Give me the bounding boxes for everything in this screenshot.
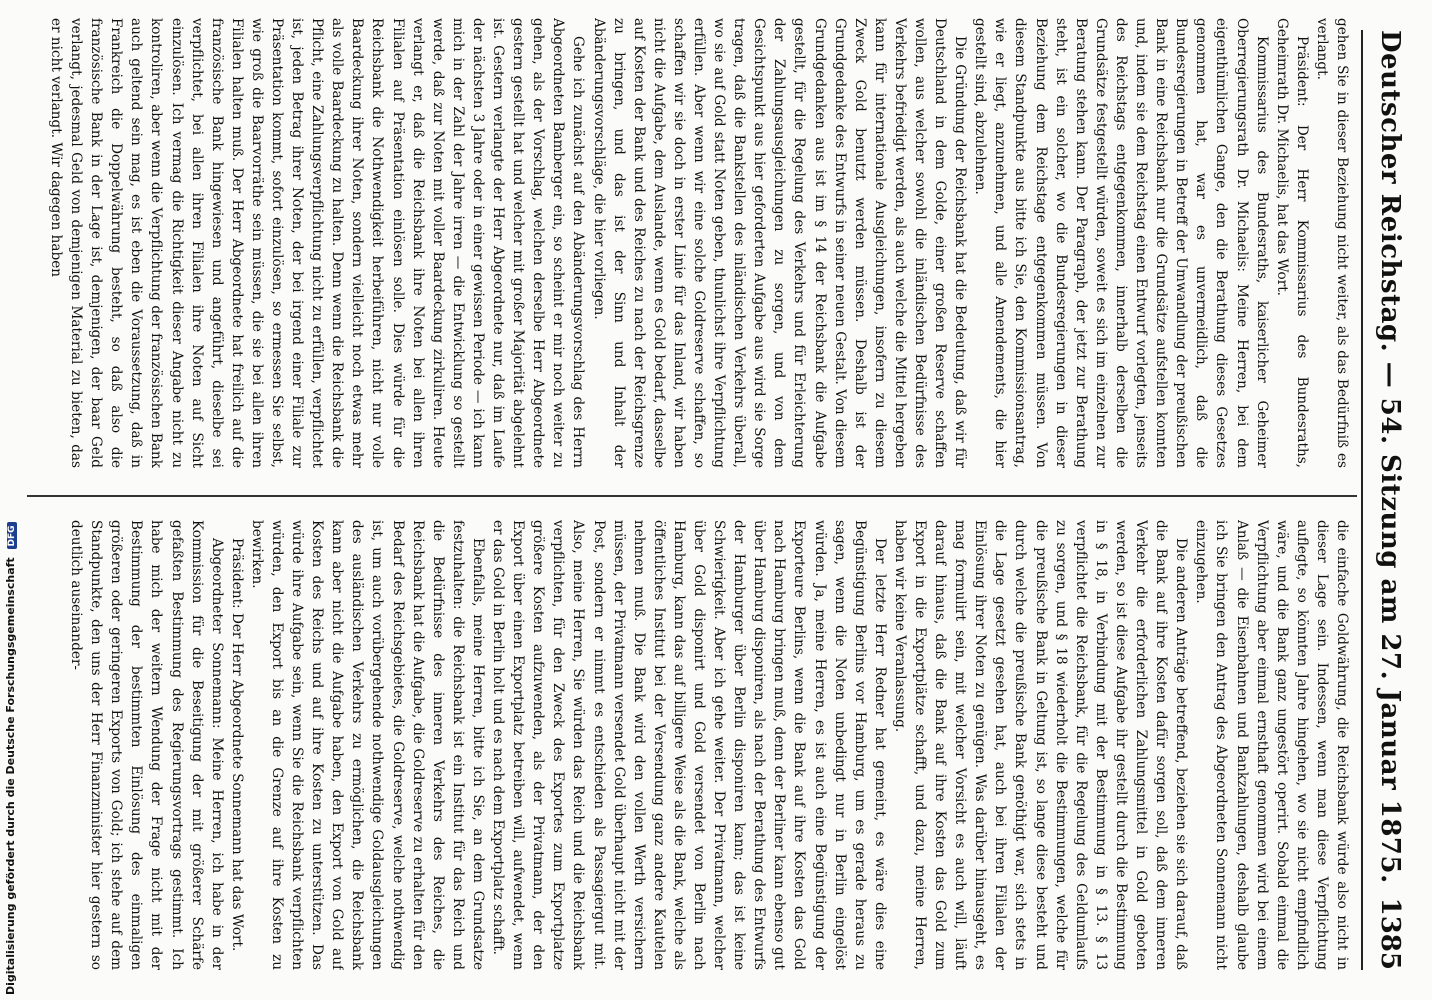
dfg-logo: DFG <box>7 522 17 549</box>
paragraph: Präsident: Der Herr Kommissarius des Bundesraths, Geheimrath Dr. Michaelis, hat das Wort. <box>1273 18 1310 468</box>
running-title: Deutscher Reichstag. — 54. Sitzung am 27. Januar 1875. <box>1375 30 1405 884</box>
right-column <box>32 520 1352 970</box>
column-divider <box>27 495 1357 497</box>
paragraph: Die Gründung der Reichsbank hat die Bedeutung, daß wir für Deutschland in dem Golde, einer großen Reserve schaffen wollen, aus welcher sowohl die inländischen Bedürfnisse des Verkehrs befriedigt werden, als auch welche die Mittel hergeben kann für internationale Ausgleichungen, insofern zu diesem Zweck Gold benutzt werden müssen. Deshalb ist der Grundgedanke des Entwurfs in seiner neuen Gestalt. Von diesem Grundgedanken aus ist im § 14 der Reichsbank die Aufgabe gestellt, für die Regelung des Verkehrs und für Erleichterung der Zahlungsausgleichungen zu sorgen, und von dem Gesichtspunkt aus hier geforderten Aufgabe aus wird sie Sorge tragen, daß die Bankstellen des inländischen Verkehrs überall, wo sie auf Gold statt Noten geben, thunlichst ihre Verpflichtung erfüllen. Aber wenn wir eine solche Goldreserve schaffen, so schaffen wir sie doch in erster Linie für das Inland, wir haben nicht die Aufgabe, dem Auslande, wenn es Gold bedarf, dasselbe auf Kosten der Bank und des Reiches zu nach der Reichsgrenze zu bringen, und das ist der Sinn und Inhalt der Abänderungsvorschläge, die hier vorliegen. <box>590 18 969 468</box>
paragraph: Die anderen Anträge betreffend, beziehen sie sich darauf, daß die Bank auf ihre Kosten dafür sorgen soll, daß dem inneren Verkehr die erforderlichen Zahlungsmittel in Gold geboten werden, so ist diese Aufgabe ihr gestellt durch die Bestimmung in § 18, in Verbindung mit der Bestimmung in § 13. § 13 verpflichtet die Reichsbank, für die Regelung des Geldumlaufs zu sorgen, und § 18 wiederholt die Bestimmungen, welche für die preußische Bank in Geltung ist, so lange diese besteht und durch welche die preußische Bank genöthigt war, sich stets in die Lage gesetzt gesehen hat, auch bei ihren Filialen der Einlösung ihrer Noten zu genügen. Was darüber hinausgeht, es mag formulirt sein, mit welcher Vorsicht es auch will, läuft darauf hinaus, daß die Bank auf ihre Kosten das Gold zum Export in die Exportplätze schafft, und dazu, meine Herren, haben wir keine Veranlassung. <box>891 520 1190 970</box>
paragraph: Kommissarius des Bundesraths, kaiserlicher Geheimer Oberregierungsrath Dr. Michaelis: Meine Herren, bei dem eigenthümlichen Gange, den die Berathung dieses Gesetzes genommen hat, war es unvermeidlich, daß die Bundesregierungen in Betreff der Umwandlung der preußischen Bank in eine Reichsbank nur die Grundsätze aufstellen konnten und, indem sie dem Reichstag einen Entwurf vorlegten, jenseits des Reichstags entgegenkommen, innerhalb derselben die Grundsätze festgestellt würden, soweit es sich im einzelnen zur Beratung stehen kann. Der Paragraph, der jetzt zur Berathung steht, ist ein solcher, wo die Bundesregierungen in dieser Beziehung dem Reichstage entgegenkommen müssen. Von diesem Standpunkte aus bitte ich Sie, den Kommissionsantrag, wie er liegt, anzunehmen, und alle Amendements, die hier gestellt sind, abzulehnen. <box>972 18 1270 468</box>
paragraph: Präsident: Der Herr Abgeordnete Sonnemann hat das Wort. <box>228 538 245 952</box>
digitization-text: Digitalisierung gefördert durch die Deutsche Forschungsgemeinschaft <box>4 557 17 995</box>
paragraph: Der letzte Herr Redner hat gemeint, es wäre dies eine Begünstigung Berlins vor Hamburg, um es gerade heraus zu sagen, wenn die Noten unbedingt nur in Berlin eingelöst würden. Ja, meine Herren, es ist auch eine Begünstigung der Exporteure Berlins, wenn die Bank auf ihre Kosten das Gold nach Hamburg bringen muß, denn der Berliner kann ebenso gut über Hamburg disponiren, als nach der Berathung des Entwurfs der Hamburger über Berlin disponiren kann; das ist keine Schwierigkeit. Aber ich gehe weiter. Der Privatmann, welcher über Gold disponirt und Gold versendet von Berlin nach Hamburg, kann das auf billigere Weise als die Bank, welche als öffentliches Institut bei der Versendung ganz andere Kautelen nehmen muß. Die Bank wird den vollen Werth versichern müssen, der Privatmann versendet Gold überhaupt nicht mit der Post, sondern er nimmt es entschieden als Passagiergut mit. Also, meine Herren, Sie würden das Reich und die Reichsbank verpflichten, für den Zweck des Exportes zum Exportplatze größere Kosten aufzuwenden, als der Privatmann, der den Export über einen Exportplatz betreiben will, aufwendet, wenn er das Gold in Berlin holt und es nach dem Exportplatz schafft. <box>490 520 888 970</box>
paragraph: Abgeordneter Sonnemann: Meine Herren, ich habe in der Kommission für die Beseitigung der mit größerer Schärfe gefaßten Bestimmung des Regierungsvortrags gestimmt. Ich habe mich der weitern Wendung der Frage nicht mit der Bestimmung der bestimmten Einlösung des einmaligen größeren oder geringeren Exports von Gold; ich stehe auf dem Standpunkte, den uns der Herr Finanzminister hier gestern so deutlich auseinander- <box>68 520 225 970</box>
paragraph: die einfache Goldwährung, die Reichsbank würde also nicht in dieser Lage sein. Indessen, wenn man diese Verpflichtung auflegte, so könnten Jahre hingehen, wo sie nicht empfindlich wäre, und die Bank ganz ungestört operirt. Sobald einmal die Verpflichtung aber einmal ernsthaft genommen wird bei einem Anlaß — die Eisenbahnen und Bankzahlungen, deshalb glaube ich Sie bringen den Antrag des Abgeordneten Sonnemann nicht einzugehen. <box>1193 520 1350 970</box>
header-rule <box>1361 30 1363 970</box>
page-number: 1385 <box>1375 897 1405 970</box>
paragraph: Gehe ich zunächst auf den Abänderungsvorschlag des Herrn Abgeordneten Bamberger ein, so scheint er mir noch weiter zu gehen, als der Vorschlag, welchen derselbe Herr Abgeordnete gestern gestellt hat und welcher mit großer Majorität abgelehnt ist. Gestern verlangte der Herr Abgeordnete nur, daß im Laufe der nächsten 3 Jahre oder in einer gewissen Periode — ich kann mich in der Zahl der Jahre irren — die Entwicklung so gestellt werde, daß zur Noten mit voller Baardeckung zirkuliren. Heute verlangt er, daß die Reichsbank ihre Noten bei allen ihren Filialen auf Präsentation einlösen solle. Dies würde für die Reichsbank die Nothwendigkeit herbeiführen, nicht nur volle Baardeckung ihrer Noten, sondern vielleicht noch etwas mehr als volle Baardeckung zu halten. Denn wenn die Reichsbank die Pflicht, eine Zahlungsverpflichtung nicht zu erfüllen, verpflichtet ist, jeden Betrag ihrer Noten, der bei irgend einer Filiale zur Präsentation kommt, sofort einzulösen, so ermessen Sie selbst, wie groß die Baarvorräthe sein müssen, die sie bei allen ihren Filialen halten muß. Der Herr Abgeordnete hat freilich auf die französische Bank hingewiesen und angeführt, dieselbe sei verpflichtet, bei allen ihren Filialen ihre Noten auf Sicht einzulösen. Ich vermag die Richtigkeit dieser Angabe nicht zu kontroliren, aber wenn die Verpflichtung der französischen Bank auch geltend sein mag, es ist eben die Voraussetzung, daß in Frankreich die Doppelwährung besteht, so daß also die französische Bank in der Lage ist, demjenigen, der baar Geld verlangt, jedesmal Geld von demjenigen Material zu bieten, das er nicht verlangt. Wir dagegen haben <box>48 18 587 468</box>
left-column <box>37 18 1352 468</box>
page-header <box>1361 30 1405 970</box>
paragraph: gehen Sie in dieser Beziehung nicht weiter, als das Bedürfniß es verlangt. <box>1313 18 1350 468</box>
paragraph: Ebenfalls, meine Herren, bitte ich Sie, an dem Grundsatze festzuhalten: die Reichsbank ist ein Institut für das Reich und die Bedürfnisse des inneren Verkehrs des Reiches, die Reichsbank hat die Aufgabe, die Goldreserve zu erhalten für den Bedarf des Reichsgebietes, die Goldreserve, welche nothwendig ist, um auch vorübergehende nothwendige Goldausgleichungen des ausländischen Verkehrs zu ermöglichen, die Reichsbank kann aber nicht die Aufgabe haben, den Export von Gold auf Kosten des Reichs und auf ihre Kosten zu unterstützen. Das würde ihre Aufgabe sein, wenn Sie die Reichsbank verpflichten würden, den Export bis an die Grenze auf ihre Kosten zu bewirken. <box>248 520 486 970</box>
